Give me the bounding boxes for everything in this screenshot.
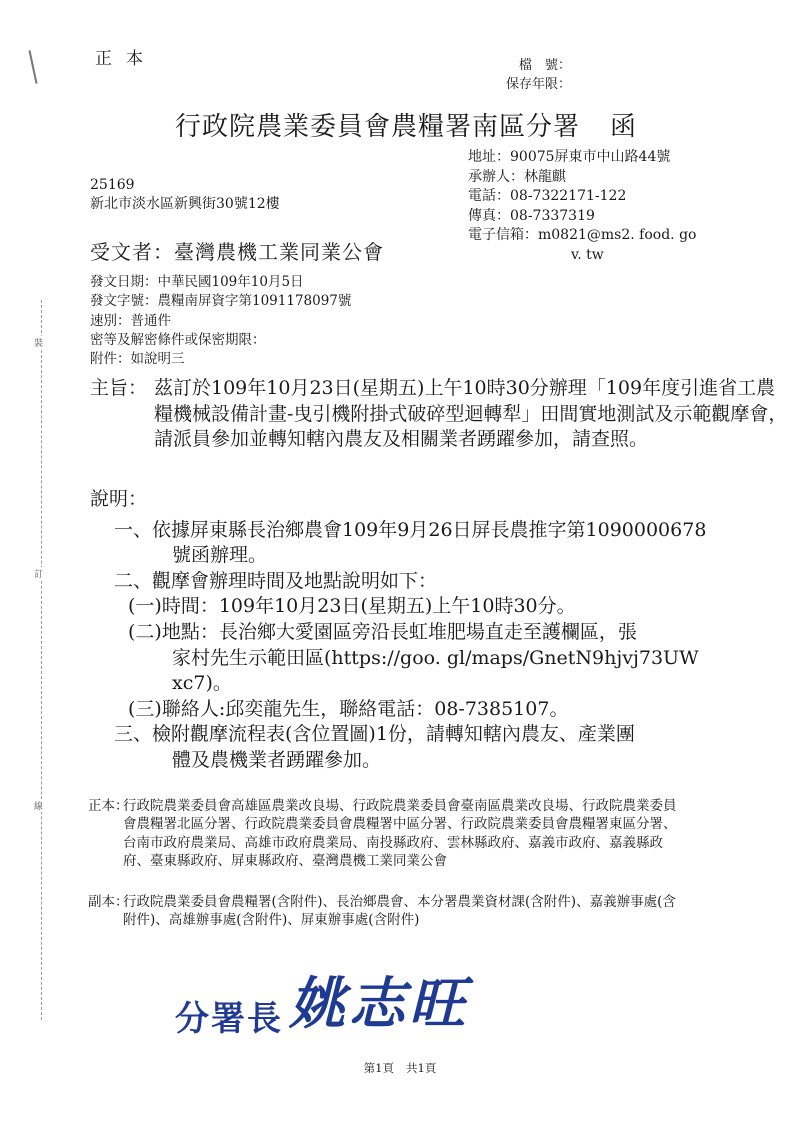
- document-type: 函: [610, 112, 638, 142]
- security-level: 密等及解密條件或保密期限：: [90, 331, 266, 348]
- binding-mark-bottom: 線: [34, 799, 43, 812]
- agency-name: 行政院農業委員會農糧署南區分署: [175, 112, 581, 142]
- page-number: 第1頁: [363, 1061, 394, 1075]
- document-meta: [90, 273, 351, 369]
- explanation-item-3-line-1: 三、檢附觀摩流程表(含位置圖)1份，請轉知轄內農友、產業團: [114, 723, 635, 745]
- recipient-address: [90, 176, 280, 214]
- attachment-info: 附件：如說明三: [90, 351, 185, 368]
- signature-title: 分署長: [175, 999, 283, 1039]
- document-number: 發文字號：農糧南屏資字第1091178097號: [90, 293, 352, 310]
- postal-code: 25169: [90, 177, 135, 193]
- delivery-speed: 速別：普通件: [90, 312, 171, 329]
- explanation-label: 說明：: [90, 488, 148, 510]
- subject-label: 主旨：: [90, 377, 148, 399]
- explanation-item-2-2-line-2: 家村先生示範田區(https://goo. gl/maps/GnetN9hjvj73UW: [172, 647, 699, 669]
- email-value-part2: v. tw: [571, 246, 604, 263]
- original-recipients-label: 正本：: [88, 798, 129, 814]
- issue-date: 發文日期：中華民國109年10月5日: [90, 274, 304, 290]
- page-edge-mark: [28, 50, 37, 84]
- document-title: [175, 106, 637, 143]
- sender-contact: 承辦人：林龍麒: [468, 168, 566, 185]
- sender-info: [468, 148, 696, 265]
- binding-mark-middle: 訂: [34, 567, 43, 580]
- original-recipients-text: 行政院農業委員會高雄區農業改良場、行政院農業委員會臺南區農業改良場、行政院農業委員會農糧署北區分署、行政院農業委員會農糧署中區分署、行政院農業委員會農糧署東區分署、台南市政府農業局、高雄市政府農業局、南投縣政府、雲林縣政府、嘉義市政府、嘉義縣政府、臺東縣政府、屏東縣政府、臺灣農機工業同業公會: [123, 798, 677, 869]
- archive-info: [505, 56, 571, 94]
- signature-stamp: [175, 960, 469, 1040]
- copy-recipients-label: 副本：: [88, 894, 129, 910]
- sender-email: [468, 226, 696, 246]
- explanation-item-2: 二、觀摩會辦理時間及地點說明如下：: [114, 570, 438, 592]
- binding-mark-top: 裝: [34, 336, 43, 349]
- street-address: 新北市淡水區新興街30號12樓: [90, 196, 280, 212]
- copy-recipients-text: 行政院農業委員會農糧署(含附件)、長治鄉農會、本分署農業資材課(含附件)、嘉義辦事處(含附件)、高雄辦事處(含附件)、屏東辦事處(含附件): [123, 894, 676, 929]
- sender-phone: 電話：08-7322171-122: [468, 188, 627, 204]
- explanation-item-1-line-1: 一、依據屏東縣長治鄉農會109年9月26日屏長農推字第1090000678: [114, 519, 707, 541]
- sender-address: 地址：90075屏東市中山路44號: [468, 149, 671, 165]
- explanation-item-2-2-line-1: (二)地點：長治鄉大愛園區旁沿長虹堆肥場直走至護欄區，張: [128, 621, 637, 643]
- page-total: 共1頁: [406, 1061, 437, 1075]
- explanation-item-2-3: (三)聯絡人:邱奕龍先生，聯絡電話：08-7385107。: [128, 698, 569, 720]
- page-footer: [0, 1060, 800, 1076]
- email-value-part1: m0821@ms2. food. go: [538, 227, 697, 243]
- explanation-item-2-2-line-3: xc7)。: [172, 672, 232, 694]
- explanation-item-2-1: (一)時間：109年10月23日(星期五)上午10時30分。: [128, 595, 576, 617]
- copy-type-label: 正本: [95, 49, 157, 69]
- sender-fax: 傳真：08-7337319: [468, 207, 595, 224]
- archive-number-label: 檔 號：: [518, 58, 571, 73]
- subject-text: 茲訂於109年10月23日(星期五)上午10時30分辦理「109年度引進省工農糧機械設備計畫-曳引機附掛式破碎型迴轉犁」田間實地測試及示範觀摩會，請派員參加並轉知轄內農友及相關業者踴躍參加，請查照。: [154, 377, 788, 450]
- binding-line: [41, 300, 42, 1020]
- retention-period-label: 保存年限：: [505, 77, 571, 92]
- explanation-item-1-line-2: 號函辦理。: [172, 544, 268, 566]
- explanation-item-3-line-2: 體及農機業者踴躍參加。: [172, 749, 382, 771]
- signature-name: 姚志旺: [289, 971, 469, 1037]
- email-label: 電子信箱：: [468, 227, 538, 243]
- recipient: 受文者：臺灣農機工業同業公會: [90, 240, 384, 264]
